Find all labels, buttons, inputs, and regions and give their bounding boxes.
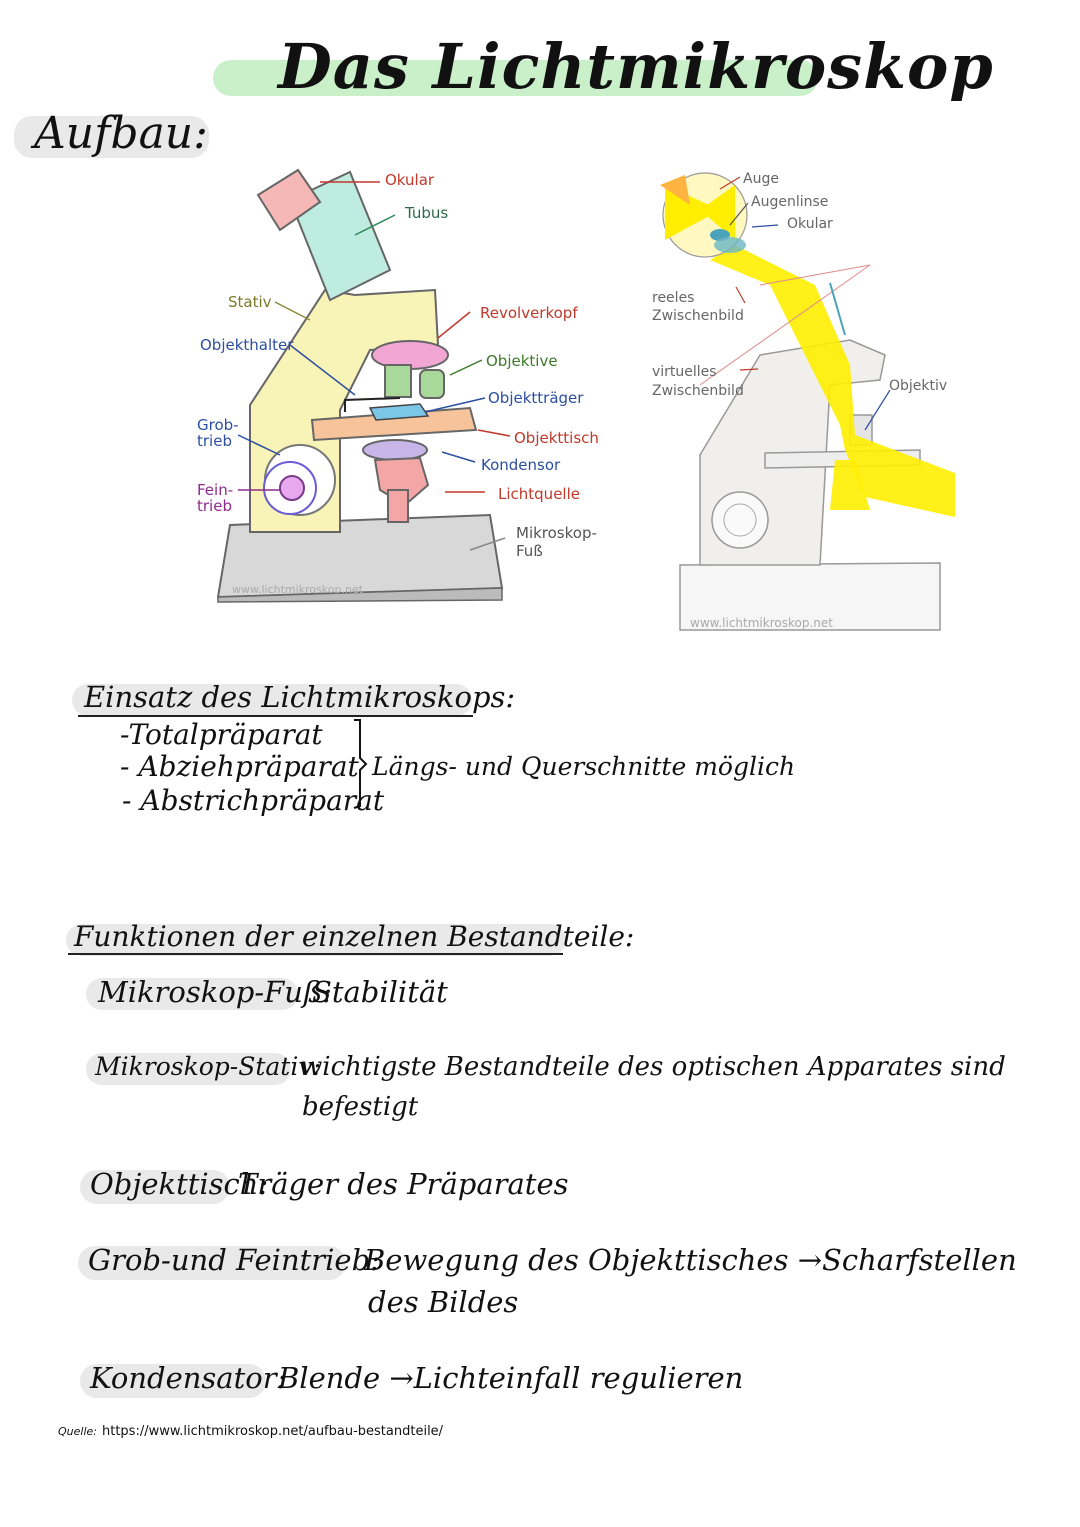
funktionen-heading: Funktionen der einzelnen Bestandteile:	[74, 920, 635, 953]
microscope-objective	[385, 365, 411, 397]
einsatz-note: Längs- und Querschnitte möglich	[372, 752, 796, 781]
label-objekthalter: Objekthalter	[200, 336, 294, 354]
entry-desc-stativ: wichtigste Bestandteile des optischen Apparates sind	[300, 1052, 1006, 1082]
entry-desc2-stativ: befestigt	[302, 1092, 419, 1122]
label-reeles-1: reeles	[652, 290, 695, 306]
einsatz-item-1: -Totalpräparat	[120, 718, 323, 751]
entry-desc-trieb: Bewegung des Objekttisches →Scharfstellen	[364, 1243, 1017, 1277]
watermark-right: www.lichtmikroskop.net	[690, 616, 833, 630]
einsatz-brace	[350, 718, 370, 810]
microscope-diagram	[180, 160, 620, 610]
label-kondensor: Kondensor	[481, 456, 561, 474]
label-augenlinse: Augenlinse	[751, 194, 829, 210]
label-lichtquelle: Lichtquelle	[498, 485, 580, 503]
entry-desc-kondensator: Blende →Lichteinfall regulieren	[278, 1361, 744, 1395]
einsatz-item-2: - Abziehpräparat	[120, 750, 359, 783]
label-objekttraeger: Objektträger	[488, 389, 584, 407]
label-okular: Okular	[385, 171, 435, 189]
watermark-left: www.lichtmikroskop.net	[232, 583, 364, 596]
label-tubus: Tubus	[405, 204, 449, 222]
page-title: Das Lichtmikroskop	[278, 30, 994, 103]
label-objekttisch: Objekttisch	[514, 429, 599, 447]
entry-term-trieb: Grob-und Feintrieb:	[88, 1243, 380, 1277]
light-path-diagram	[640, 165, 970, 635]
entry-desc-objekttisch: Träger des Präparates	[238, 1167, 569, 1201]
einsatz-item-3: - Abstrichpräparat	[122, 784, 385, 817]
einsatz-heading: Einsatz des Lichtmikroskops:	[84, 680, 516, 714]
funktionen-underline	[68, 953, 563, 955]
microscope-condenser	[363, 440, 427, 460]
entry-desc2-trieb: des Bildes	[368, 1285, 519, 1319]
einsatz-underline	[78, 715, 473, 717]
label-fuss-1: Mikroskop-	[516, 524, 597, 542]
entry-term-stativ: Mikroskop-Stativ:	[95, 1052, 321, 1081]
label-feintrieb-1: Fein-	[197, 481, 234, 499]
label-auge: Auge	[743, 171, 779, 187]
source-label: Quelle:	[58, 1425, 97, 1438]
label-okular-right: Okular	[787, 216, 833, 232]
label-virtuelles-2: Zwischenbild	[652, 383, 744, 399]
label-grobtrieb-2: trieb	[197, 432, 232, 450]
entry-desc-fuss: Stabilität	[312, 975, 448, 1009]
label-objektive: Objektive	[486, 352, 558, 370]
label-virtuelles-1: virtuelles	[652, 364, 717, 380]
entry-term-fuss: Mikroskop-Fuß:	[98, 975, 333, 1009]
label-fuss-2: Fuß	[516, 542, 543, 560]
label-revolverkopf: Revolverkopf	[480, 304, 578, 322]
label-objektiv-right: Objektiv	[889, 378, 948, 394]
source-url[interactable]: https://www.lichtmikroskop.net/aufbau-bestandteile/	[102, 1424, 444, 1439]
label-feintrieb-2: trieb	[197, 497, 232, 515]
microscope-fine-knob	[280, 476, 304, 500]
label-grobtrieb-1: Grob-	[197, 416, 239, 434]
entry-term-kondensator: Kondensator:	[90, 1361, 287, 1395]
label-reeles-2: Zwischenbild	[652, 308, 744, 324]
entry-term-objekttisch: Objekttisch:	[90, 1167, 269, 1201]
section-label-aufbau: Aufbau:	[34, 108, 208, 159]
label-stativ: Stativ	[228, 293, 272, 311]
